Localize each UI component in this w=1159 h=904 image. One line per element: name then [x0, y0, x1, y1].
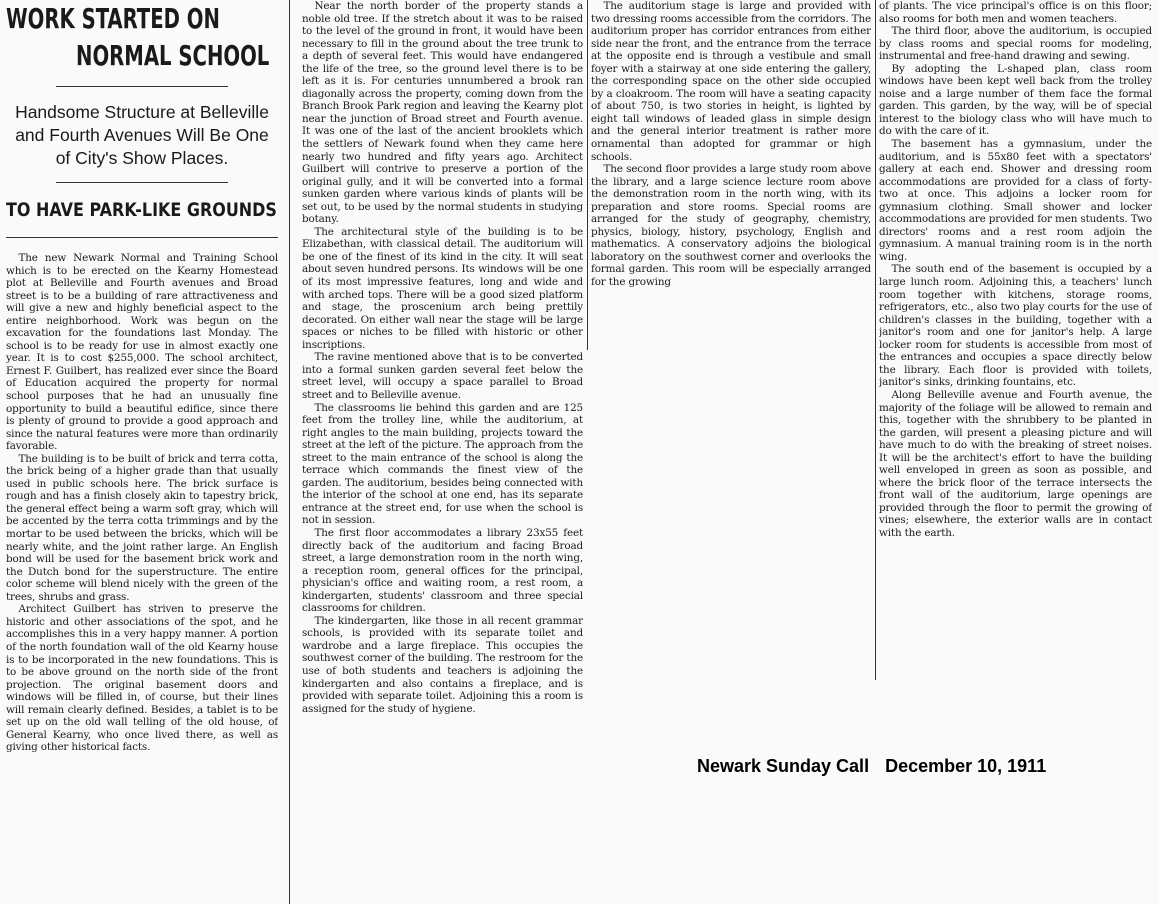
- deck-headline: Handsome Structure at Belleville and Fourth Avenues Will Be One of City's Show Places.: [15, 102, 269, 168]
- paragraph: Architect Guilbert has striven to preserve the historic and other associations of the spot, and he accomplishes this in a very happy manner. A portion of the north foundation wall of the old Kearny house is to be incorporated in the new foundations. This is to be above ground on the north side of the front projection. The original basement doors and windows will be filled in, of course, but their lines will remain clearly defined. Besides, a tablet is to be set up on the old wall telling of the old house, of General Kearny, who once lived there, as well as giving other historical facts.: [6, 603, 278, 754]
- article-column-1: [6, 0, 278, 904]
- divider: [56, 182, 228, 183]
- article-column-3: [591, 0, 871, 350]
- article-column-2: [302, 0, 583, 904]
- paragraph: The classrooms lie behind this garden and are 125 feet from the trolley line, while the auditorium, at right angles to the main building, projects toward the street at the left of the picture. The approach from the street to the main entrance of the school is along the terrace which commands the finest view of the garden. The auditorium, besides being connected with the interior of the school at one end, has its separate entrance at the street end, for use when the school is not in session.: [302, 401, 583, 527]
- paragraph: The ravine mentioned above that is to be converted into a formal sunken garden several feet below the street level, will occupy a space parallel to Broad street and to Belleville avenue.: [302, 351, 583, 401]
- paragraph: The third floor, above the auditorium, is occupied by class rooms and special rooms for modeling, instrumental and free-hand drawing and sewing.: [879, 25, 1152, 63]
- publication-date: December 10, 1911: [885, 756, 1047, 776]
- paragraph: Along Belleville avenue and Fourth avenue, the majority of the foliage will be allowed to remain and this, together with the shrubbery to be planted in the garden, will present a pleasing picture and will have much to do with the breaking of street noises. It will be the architect's effort to have the building well enveloped in green as soon as possible, and where the brick floor of the terrace intersects the front wall of the auditorium, large openings are provided through the floor to permit the growing of vines; elsewhere, the exterior walls are in contact with the earth.: [879, 388, 1152, 539]
- headline-line-2: NORMAL SCHOOL: [76, 39, 270, 72]
- paragraph: The basement has a gymnasium, under the auditorium, and is 55x80 feet with a spectators' gallery at each end. Shower and dressing room accommodations are provided for a class of forty-two at once. This adjoins a locker room for gymnasium clothing. Small shower and locker accommodations are provided for men students. Two directors' rooms and a rest room adjoin the gymnasium. A manual training room is in the north wing.: [879, 138, 1152, 263]
- divider: [56, 86, 228, 87]
- paragraph: of plants. The vice principal's office is on this floor; also rooms for both men and women teachers.: [879, 0, 1152, 25]
- paragraph: The second floor provides a large study room above the library, and a large science lecture room above the demonstration room in the north wing, with its preparation and store rooms. Special rooms are arranged for the study of geography, chemistry, physics, biology, history, psychology, English and mathematics. A conservatory adjoins the biological laboratory on the southwest corner and overlooks the formal garden. This room will be especially arranged for the growing: [591, 163, 871, 289]
- column-rule: [289, 0, 290, 904]
- paragraph: The architectural style of the building is to be Elizabethan, with classical detail. The auditorium will be one of the finest of its kind in the city. It will seat about seven hundred persons. Its windows will be one of its most impressive features, long and wide and with arched tops. There will be a good sized platform and stage, the proscenium arch being prettily decorated. On either wall near the stage will be large spaces or niches to be filled with historic or other inscriptions.: [302, 225, 583, 351]
- paragraph: The first floor accommodates a library 23x55 feet directly back of the auditorium and facing Broad street, a large demonstration room in the north wing, a reception room, general offices for the principal, physician's office and waiting room, a rest room, a kindergarten, students' classroom and three special classrooms for children.: [302, 526, 583, 615]
- source-caption: [697, 756, 1046, 777]
- divider: [6, 237, 278, 238]
- paragraph: The new Newark Normal and Training School which is to be erected on the Kearny Homestead plot at Belleville and Fourth avenues and Broad street is to be a building of rare attractiveness and will give a new and highly beneficial aspect to the entire neighborhood. Work was begun on the excavation for the foundations last Monday. The school is to be ready for use in almost exactly one year. It is to cost $255,000. The school architect, Ernest F. Guilbert, has realized ever since the Board of Education acquired the property for normal school purposes that he had an unusually fine opportunity to build a beautiful edifice, since there is plenty of ground to provide a good approach and since the natural features were more than ordinarily favorable.: [6, 252, 278, 453]
- paragraph: The kindergarten, like those in all recent grammar schools, is provided with its separate toilet and wardrobe and a large fireplace. This occupies the southwest corner of the building. The restroom for the use of both students and teachers is adjoining the kindergarten and also contains a fireplace, and is provided with separate toilet. Adjoining this a room is assigned for the study of hygiene.: [302, 614, 583, 715]
- headline-line-1: WORK STARTED ON: [6, 2, 220, 35]
- column-rule: [875, 0, 876, 680]
- newspaper-name: Newark Sunday Call: [697, 756, 870, 776]
- subheadline: TO HAVE PARK-LIKE GROUNDS: [6, 199, 277, 221]
- article-column-4: [879, 0, 1152, 680]
- paragraph: By adopting the L-shaped plan, class room windows have been kept well back from the trolley noise and a large number of them face the formal garden. This garden, by the way, will be of special interest to the biology class who will have much to do with the care of it.: [879, 62, 1152, 138]
- paragraph: Near the north border of the property stands a noble old tree. If the stretch about it was to be raised to the level of the ground in front, it would have been necessary to fill in the ground about the tree trunk to a depth of several feet. This would have endangered the life of the tree, so the ground level there is to be left as it is. For centuries unnumbered a brook ran diagonally across the property, coming down from the Branch Brook Park region and leaving the Kearny plot near the junction of Broad street and Fourth avenue. It was one of the last of the ancient brooklets which the settlers of Newark found when they came here nearly two hundred and fifty years ago. Architect Guilbert will contrive to preserve a portion of the original gully, and it will be converted into a formal sunken garden where various kinds of plants will be set out, to be used by the normal students in studying botany.: [302, 0, 583, 226]
- paragraph: The auditorium stage is large and provided with two dressing rooms accessible from the corridors. The auditorium proper has corridor entrances from either side near the front, and the entrance from the terrace at the opposite end is through a vestibule and small foyer with a stairway at one side entering the gallery, the corresponding space on the other side occupied by a cloakroom. The room will have a seating capacity of about 750, is two stories in height, is lighted by eight tall windows of leaded glass in simple design and the general interior treatment is rather more ornamental than adopted for grammar or high schools.: [591, 0, 871, 163]
- column-rule: [587, 0, 588, 350]
- paragraph: The south end of the basement is occupied by a large lunch room. Adjoining this, a teachers' lunch room together with kitchens, storage rooms, refrigerators, etc., also two play courts for the use of children's classes in the building, together with a janitor's room and one for janitor's help. A large locker room for students is accessible from most of the entrances and occupies a space directly below the library. Each floor is provided with toilets, janitor's sinks, drinking fountains, etc.: [879, 263, 1152, 389]
- paragraph: The building is to be built of brick and terra cotta, the brick being of a higher grade than that usually used in public schools here. The brick surface is rough and has a finish closely akin to tapestry brick, the general effect being a warm soft gray, which will be accented by the terra cotta trimmings and by the mortar to be used between the bricks, which will be nearly white, and the joint rather large. An English bond will be used for the basement brick work and the Dutch bond for the superstructure. The entire color scheme will blend nicely with the green of the trees, shrubs and grass.: [6, 452, 278, 603]
